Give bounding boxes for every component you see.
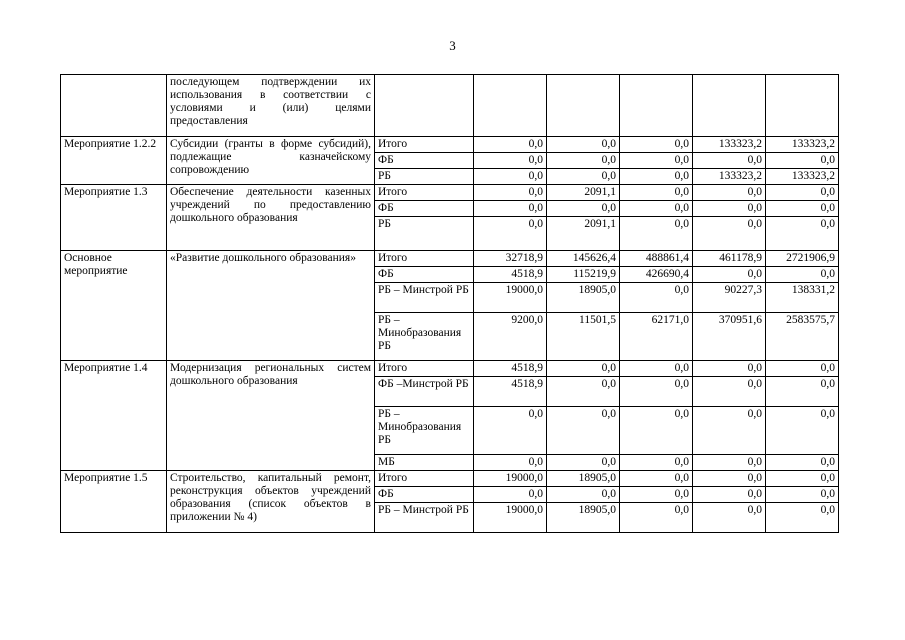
amount-cell: 426690,4	[620, 267, 693, 283]
measure-name: Мероприятие 1.3	[61, 185, 167, 251]
amount-cell: 0,0	[474, 201, 547, 217]
amount-cell: 0,0	[547, 407, 620, 455]
amount-cell: 0,0	[547, 455, 620, 471]
measure-name: Мероприятие 1.4	[61, 361, 167, 471]
amount-cell	[474, 75, 547, 137]
funding-source: Итого	[375, 137, 474, 153]
funding-source: ФБ	[375, 267, 474, 283]
measure-description: Обеспечение деятельности казенных учреждений по предоставлению дошкольного образования	[167, 185, 375, 251]
amount-cell: 0,0	[474, 487, 547, 503]
amount-cell: 0,0	[547, 361, 620, 377]
table-row	[61, 75, 839, 137]
funding-source: ФБ	[375, 153, 474, 169]
amount-cell: 0,0	[620, 201, 693, 217]
table-row	[61, 471, 839, 487]
page-number: 3	[449, 38, 456, 53]
funding-source: РБ – Минстрой РБ	[375, 503, 474, 533]
amount-cell: 0,0	[620, 153, 693, 169]
amount-cell: 133323,2	[693, 169, 766, 185]
amount-cell	[620, 75, 693, 137]
amount-cell: 0,0	[547, 169, 620, 185]
amount-cell: 115219,9	[547, 267, 620, 283]
amount-cell: 0,0	[620, 283, 693, 313]
amount-cell: 11501,5	[547, 313, 620, 361]
amount-cell: 0,0	[474, 407, 547, 455]
funding-source: Итого	[375, 251, 474, 267]
amount-cell: 0,0	[693, 503, 766, 533]
amount-cell: 0,0	[547, 201, 620, 217]
amount-cell: 0,0	[547, 487, 620, 503]
funding-source: Итого	[375, 361, 474, 377]
amount-cell: 0,0	[547, 153, 620, 169]
funding-source: РБ	[375, 217, 474, 251]
table-row	[61, 137, 839, 153]
table-row	[61, 251, 839, 267]
amount-cell	[766, 75, 839, 137]
amount-cell: 0,0	[766, 471, 839, 487]
amount-cell: 0,0	[693, 455, 766, 471]
amount-cell: 0,0	[547, 137, 620, 153]
amount-cell: 133323,2	[766, 137, 839, 153]
measure-description: Строительство, капитальный ремонт, реконструкция объектов учреждений образования (список объектов в приложении № 4)	[167, 471, 375, 533]
amount-cell: 0,0	[766, 185, 839, 201]
amount-cell: 0,0	[693, 377, 766, 407]
amount-cell: 0,0	[766, 487, 839, 503]
amount-cell: 0,0	[693, 185, 766, 201]
amount-cell: 0,0	[766, 455, 839, 471]
amount-cell: 0,0	[766, 361, 839, 377]
amount-cell: 0,0	[474, 169, 547, 185]
amount-cell: 2583575,7	[766, 313, 839, 361]
amount-cell	[693, 75, 766, 137]
amount-cell: 145626,4	[547, 251, 620, 267]
measure-name: Мероприятие 1.2.2	[61, 137, 167, 185]
amount-cell: 138331,2	[766, 283, 839, 313]
funding-source: РБ – Минобразования РБ	[375, 407, 474, 455]
amount-cell: 488861,4	[620, 251, 693, 267]
amount-cell: 0,0	[620, 487, 693, 503]
amount-cell: 32718,9	[474, 251, 547, 267]
amount-cell: 4518,9	[474, 267, 547, 283]
amount-cell: 0,0	[474, 137, 547, 153]
amount-cell: 90227,3	[693, 283, 766, 313]
amount-cell: 0,0	[693, 407, 766, 455]
table-row	[61, 185, 839, 201]
funding-source: МБ	[375, 455, 474, 471]
amount-cell: 4518,9	[474, 377, 547, 407]
amount-cell: 19000,0	[474, 503, 547, 533]
amount-cell: 0,0	[620, 217, 693, 251]
amount-cell: 0,0	[620, 407, 693, 455]
funding-source	[375, 75, 474, 137]
amount-cell: 4518,9	[474, 361, 547, 377]
amount-cell: 0,0	[693, 267, 766, 283]
amount-cell: 9200,0	[474, 313, 547, 361]
amount-cell: 0,0	[766, 267, 839, 283]
amount-cell: 62171,0	[620, 313, 693, 361]
budget-table	[60, 74, 839, 533]
amount-cell: 0,0	[693, 153, 766, 169]
amount-cell: 19000,0	[474, 283, 547, 313]
amount-cell: 0,0	[766, 217, 839, 251]
funding-source: Итого	[375, 185, 474, 201]
amount-cell: 19000,0	[474, 471, 547, 487]
amount-cell: 0,0	[620, 361, 693, 377]
amount-cell: 0,0	[693, 471, 766, 487]
funding-source: Итого	[375, 471, 474, 487]
measure-name	[61, 75, 167, 137]
amount-cell: 0,0	[620, 185, 693, 201]
table-row	[61, 361, 839, 377]
amount-cell: 133323,2	[693, 137, 766, 153]
amount-cell: 0,0	[766, 153, 839, 169]
funding-source: РБ – Минстрой РБ	[375, 283, 474, 313]
amount-cell: 0,0	[474, 455, 547, 471]
measure-description: последующем подтверждении их использования в соответствии с условиями и (или) целями предоставления	[167, 75, 375, 137]
amount-cell: 0,0	[693, 361, 766, 377]
amount-cell: 133323,2	[766, 169, 839, 185]
measure-description: «Развитие дошкольного образования»	[167, 251, 375, 361]
amount-cell: 0,0	[474, 217, 547, 251]
amount-cell: 0,0	[474, 185, 547, 201]
amount-cell: 0,0	[693, 201, 766, 217]
funding-source: ФБ –Минстрой РБ	[375, 377, 474, 407]
measure-description: Субсидии (гранты в форме субсидий), подлежащие казначейскому сопровождению	[167, 137, 375, 185]
funding-source: ФБ	[375, 201, 474, 217]
amount-cell: 0,0	[620, 377, 693, 407]
amount-cell: 0,0	[620, 137, 693, 153]
amount-cell: 0,0	[620, 471, 693, 487]
amount-cell: 18905,0	[547, 283, 620, 313]
amount-cell: 0,0	[693, 487, 766, 503]
amount-cell: 0,0	[620, 169, 693, 185]
amount-cell: 0,0	[766, 377, 839, 407]
amount-cell: 0,0	[766, 503, 839, 533]
amount-cell: 0,0	[474, 153, 547, 169]
amount-cell: 2721906,9	[766, 251, 839, 267]
amount-cell: 0,0	[693, 217, 766, 251]
amount-cell: 18905,0	[547, 471, 620, 487]
amount-cell	[547, 75, 620, 137]
measure-description: Модернизация региональных систем дошкольного образования	[167, 361, 375, 471]
funding-source: ФБ	[375, 487, 474, 503]
amount-cell: 370951,6	[693, 313, 766, 361]
amount-cell: 2091,1	[547, 217, 620, 251]
amount-cell: 0,0	[547, 377, 620, 407]
funding-source: РБ – Минобразования РБ	[375, 313, 474, 361]
measure-name: Мероприятие 1.5	[61, 471, 167, 533]
amount-cell: 0,0	[766, 407, 839, 455]
amount-cell: 0,0	[620, 455, 693, 471]
funding-source: РБ	[375, 169, 474, 185]
amount-cell: 0,0	[766, 201, 839, 217]
amount-cell: 2091,1	[547, 185, 620, 201]
measure-name: Основное мероприятие	[61, 251, 167, 361]
amount-cell: 0,0	[620, 503, 693, 533]
amount-cell: 18905,0	[547, 503, 620, 533]
amount-cell: 461178,9	[693, 251, 766, 267]
